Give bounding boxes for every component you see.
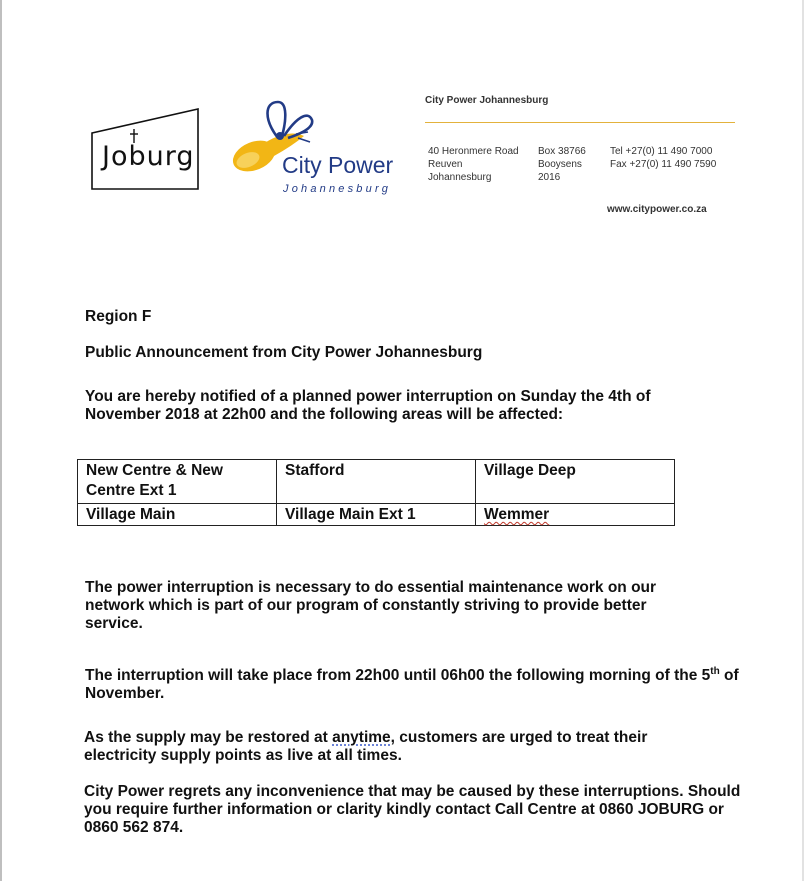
- area-cell: Stafford: [277, 460, 476, 504]
- letterhead-website: www.citypower.co.za: [607, 204, 707, 215]
- contact-fax: Fax +27(0) 11 490 7590: [610, 159, 717, 170]
- city-power-subtitle: Johannesburg: [283, 183, 392, 195]
- safety-paragraph: [84, 729, 724, 765]
- letterhead-company: City Power Johannesburg: [425, 95, 549, 106]
- area-cell: Village Deep: [476, 460, 675, 504]
- postal-line: 2016: [538, 172, 561, 183]
- letterhead-postal: [538, 145, 586, 184]
- city-power-wordmark: City Power: [282, 152, 394, 178]
- letterhead-address: [428, 145, 519, 184]
- announcement-title: Public Announcement from City Power Johannesburg: [85, 344, 483, 361]
- joburg-wordmark: Joburg: [102, 141, 195, 172]
- table-row: [78, 460, 675, 504]
- address-line: Johannesburg: [428, 172, 492, 183]
- grammar-flagged-word: anytime: [332, 729, 391, 746]
- area-cell: Village Main: [78, 504, 277, 526]
- schedule-text-end: of November.: [85, 667, 739, 702]
- ordinal-suffix: th: [710, 665, 720, 677]
- postal-line: Box 38766: [538, 146, 586, 157]
- affected-areas-table: [77, 459, 675, 526]
- contact-tel: Tel +27(0) 11 490 7000: [610, 146, 713, 157]
- table-row: [78, 504, 675, 526]
- letterhead-contact: [610, 145, 716, 171]
- page-edge-left: [0, 0, 2, 881]
- schedule-text: The interruption will take place from 22h00 until 06h00 the following morning of the 5: [85, 667, 711, 684]
- contact-paragraph: City Power regrets any inconvenience that may be caused by these interruptions. Should you require further information or clarity kindly contact Call Centre at 0860 JOBURG or 0860 562 874.: [84, 783, 741, 836]
- safety-text: As the supply may be restored at: [84, 729, 333, 746]
- area-cell: New Centre & New Centre Ext 1: [78, 460, 277, 504]
- safety-text-end: , customers are urged to treat their electricity supply points as live at all times.: [84, 729, 648, 764]
- postal-line: Booysens: [538, 159, 582, 170]
- spellcheck-word: Wemmer: [484, 506, 550, 523]
- region-heading: Region F: [85, 308, 152, 325]
- area-cell: Village Main Ext 1: [277, 504, 476, 526]
- interruption-notice: You are hereby notified of a planned power interruption on Sunday the 4th of November 2018 at 22h00 and the following areas will be affected:: [85, 388, 651, 423]
- address-line: 40 Heronmere Road: [428, 146, 519, 157]
- area-cell: [476, 504, 675, 526]
- letterhead-rule: [425, 122, 735, 123]
- address-line: Reuven: [428, 159, 463, 170]
- schedule-paragraph: [85, 667, 745, 703]
- maintenance-paragraph: The power interruption is necessary to do essential maintenance work on our network which is part of our program of constantly striving to provide better service.: [85, 579, 657, 632]
